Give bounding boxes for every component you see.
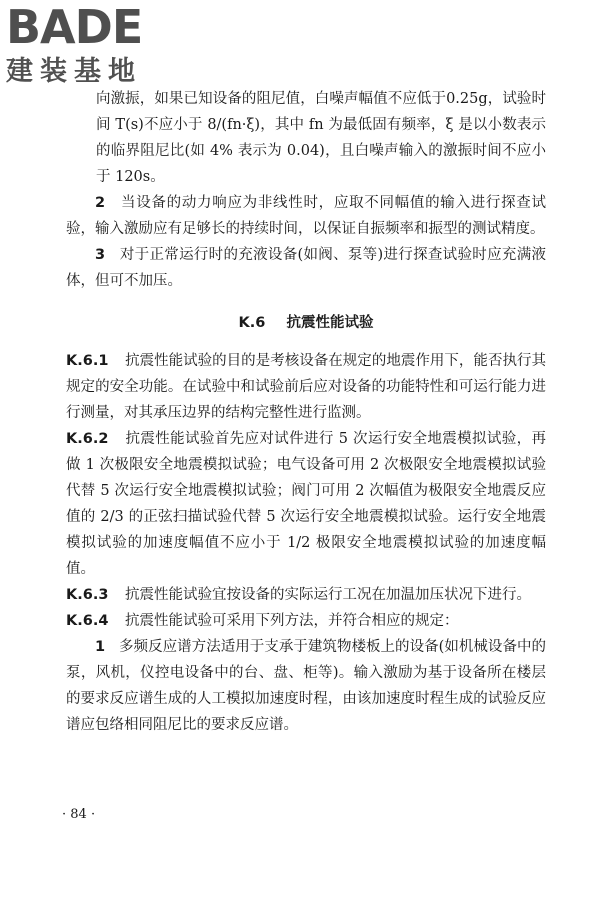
clause-k64-text: 抗震性能试验可采用下列方法，并符合相应的规定： xyxy=(125,613,459,629)
clause-k64-number: K.6.4 xyxy=(66,613,109,629)
clause-k63-number: K.6.3 xyxy=(66,587,109,603)
logo-text-zh: 建装基地 xyxy=(6,56,142,87)
item-1 xyxy=(66,634,546,738)
clause-k62-text: 抗震性能试验首先应对试件进行 5 次运行安全地震模拟试验，再做 1 次极限安全地震模拟试验；电气设备可用 2 次极限安全地震模拟试验代替 5 次运行安全地震模拟试验；阀门可用 2 次幅值为极限安全地震反应值的 2/3 的正弦扫描试验代替 5 次运行安全地震模拟试验。运行安全地震模拟试验的加速度幅值不应小于 1/2 极限安全地震模拟试验的加速度幅值。 xyxy=(66,431,546,577)
item-1-text: 多频反应谱方法适用于支承于建筑物楼板上的设备(如机械设备中的泵，风机，仪控电设备中的台、盘、柜等)。输入激励为基于设备所在楼层的要求反应谱生成的人工模拟加速度时程，由该加速度时程生成的试验反应谱应包络相同阻尼比的要求反应谱。 xyxy=(66,639,547,733)
clause-k64 xyxy=(66,608,546,634)
logo-text-en: BADE xyxy=(6,0,143,54)
continued-paragraph: 向激振，如果已知设备的阻尼值，白噪声幅值不应低于0.25g，试验时间 T(s)不应小于 8/(fn·ξ)，其中 fn 为最低固有频率，ξ 是以小数表示的临界阻尼比(如 4% 表示为 0.04)，且白噪声输入的激振时间不应小于 120s。 xyxy=(96,91,546,185)
item-1-number: 1 xyxy=(95,639,106,655)
item-2-text: 当设备的动力响应为非线性时，应取不同幅值的输入进行探查试验，输入激励应有足够长的持续时间，以保证自振频率和振型的测试精度。 xyxy=(66,195,546,237)
clause-k61 xyxy=(66,348,546,426)
section-number: K.6 xyxy=(238,315,266,331)
clause-k62 xyxy=(66,426,546,582)
item-2 xyxy=(66,190,546,242)
clause-k61-text: 抗震性能试验的目的是考核设备在规定的地震作用下，能否执行其规定的安全功能。在试验中和试验前后应对设备的功能特性和可运行能力进行测量，对其承压边界的结构完整性进行监测。 xyxy=(66,353,546,421)
clause-k63 xyxy=(66,582,546,608)
section-title: 抗震性能试验 xyxy=(286,315,374,331)
clause-k63-text: 抗震性能试验宜按设备的实际运行工况在加温加压状况下进行。 xyxy=(125,587,532,603)
page-number: · 84 · xyxy=(62,807,96,822)
clause-k62-number: K.6.2 xyxy=(66,431,109,447)
item-3 xyxy=(66,242,546,294)
section-heading xyxy=(66,310,546,336)
item-3-number: 3 xyxy=(95,247,106,263)
item-3-text: 对于正常运行时的充液设备(如阀、泵等)进行探查试验时应充满液体，但可不加压。 xyxy=(66,247,547,289)
page-body xyxy=(66,86,546,738)
clause-k61-number: K.6.1 xyxy=(66,353,109,369)
item-2-number: 2 xyxy=(95,195,106,211)
bade-logo xyxy=(6,2,186,94)
